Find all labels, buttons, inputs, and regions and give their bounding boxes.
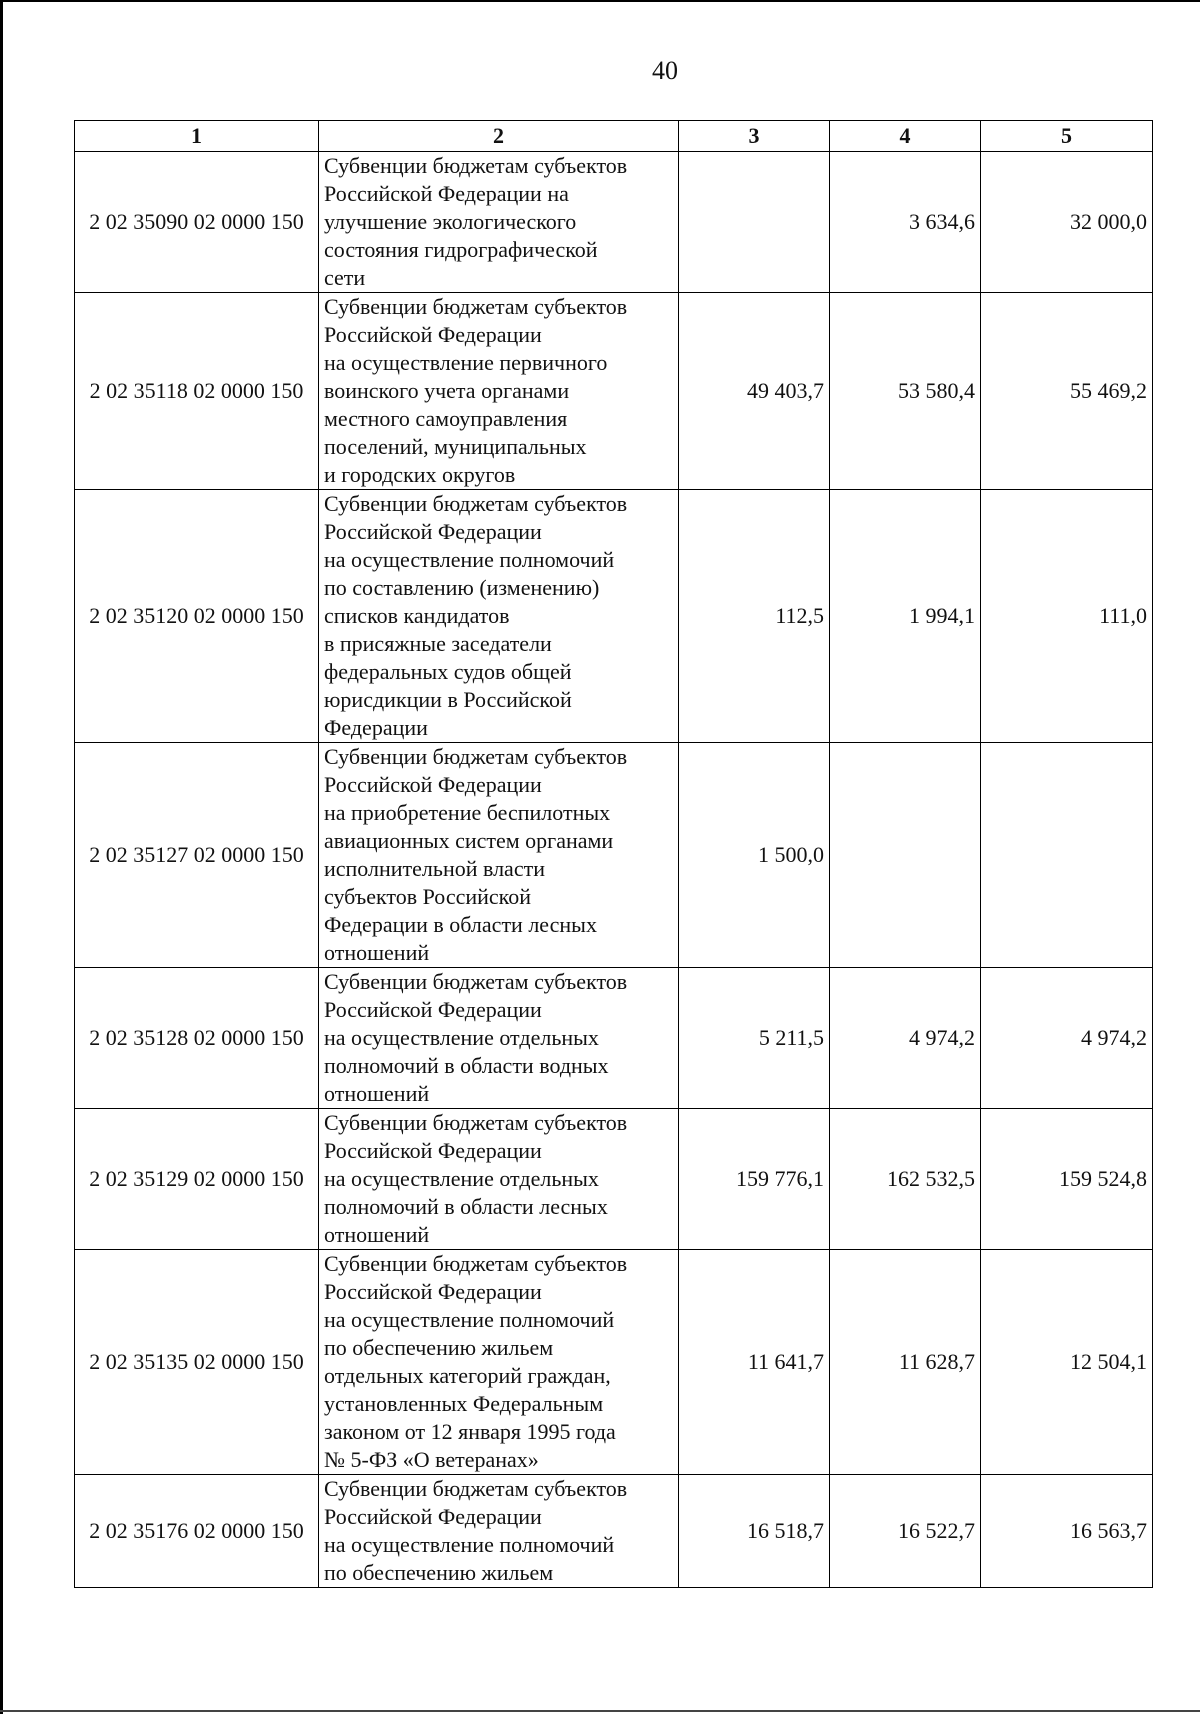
amount-col3-cell: 159 776,1: [679, 1109, 830, 1250]
description-line: по обеспечению жильем: [324, 1335, 554, 1360]
amount-col4-cell: 53 580,4: [830, 293, 981, 490]
description-cell: [319, 152, 679, 293]
description-line: отдельных категорий граждан,: [324, 1363, 611, 1388]
description-line: на осуществление отдельных: [324, 1166, 599, 1191]
description-line: Субвенции бюджетам субъектов: [324, 153, 628, 178]
amount-col3-cell: [679, 152, 830, 293]
description-cell: [319, 490, 679, 743]
description-line: федеральных судов общей: [324, 659, 572, 684]
amount-col3-cell: 5 211,5: [679, 968, 830, 1109]
amount-col5-cell: 32 000,0: [981, 152, 1153, 293]
budget-code-cell: 2 02 35135 02 0000 150: [75, 1250, 319, 1475]
description-line: Российской Федерации: [324, 1504, 542, 1529]
table-row: [75, 490, 1153, 743]
description-line: авиационных систем органами: [324, 828, 614, 853]
description-cell: [319, 743, 679, 968]
amount-col5-cell: 159 524,8: [981, 1109, 1153, 1250]
amount-col5-cell: [981, 743, 1153, 968]
description-line: Российской Федерации: [324, 1138, 542, 1163]
description-line: улучшение экологического: [324, 209, 577, 234]
amount-col3-cell: 1 500,0: [679, 743, 830, 968]
column-header-4: 4: [830, 121, 981, 152]
description-line: списков кандидатов: [324, 603, 510, 628]
amount-col5-cell: 111,0: [981, 490, 1153, 743]
description-cell: [319, 1250, 679, 1475]
description-line: в присяжные заседатели: [324, 631, 552, 656]
amount-col3-cell: 11 641,7: [679, 1250, 830, 1475]
amount-col5-cell: 16 563,7: [981, 1475, 1153, 1588]
scan-edge-top: [0, 0, 1200, 2]
description-line: Субвенции бюджетам субъектов: [324, 1251, 628, 1276]
amount-col3-cell: 16 518,7: [679, 1475, 830, 1588]
description-line: Субвенции бюджетам субъектов: [324, 491, 628, 516]
description-line: Российской Федерации: [324, 997, 542, 1022]
table-row: [75, 1475, 1153, 1588]
budget-code-cell: 2 02 35090 02 0000 150: [75, 152, 319, 293]
budget-code-cell: 2 02 35120 02 0000 150: [75, 490, 319, 743]
description-line: полномочий в области лесных: [324, 1194, 608, 1219]
table-body: [75, 152, 1153, 1588]
amount-col4-cell: 3 634,6: [830, 152, 981, 293]
description-line: состояния гидрографической: [324, 237, 598, 262]
description-line: установленных Федеральным: [324, 1391, 604, 1416]
description-line: местного самоуправления: [324, 406, 568, 431]
budget-code-cell: 2 02 35127 02 0000 150: [75, 743, 319, 968]
table-row: [75, 152, 1153, 293]
description-line: Российской Федерации: [324, 322, 542, 347]
description-cell: [319, 293, 679, 490]
budget-code-cell: 2 02 35128 02 0000 150: [75, 968, 319, 1109]
description-line: юрисдикции в Российской: [324, 687, 572, 712]
amount-col4-cell: 4 974,2: [830, 968, 981, 1109]
amount-col4-cell: 16 522,7: [830, 1475, 981, 1588]
amount-col3-cell: 49 403,7: [679, 293, 830, 490]
description-line: сети: [324, 265, 366, 290]
description-line: по обеспечению жильем: [324, 1560, 554, 1585]
description-line: Федерации: [324, 715, 428, 740]
table-row: [75, 968, 1153, 1109]
description-line: Субвенции бюджетам субъектов: [324, 969, 628, 994]
description-line: на осуществление отдельных: [324, 1025, 599, 1050]
description-line: Субвенции бюджетам субъектов: [324, 1476, 628, 1501]
budget-table: [74, 120, 1153, 1588]
description-line: по составлению (изменению): [324, 575, 600, 600]
amount-col4-cell: 1 994,1: [830, 490, 981, 743]
description-line: на осуществление полномочий: [324, 547, 615, 572]
description-line: отношений: [324, 940, 430, 965]
description-cell: [319, 968, 679, 1109]
description-line: законом от 12 января 1995 года: [324, 1419, 616, 1444]
description-line: исполнительной власти: [324, 856, 545, 881]
column-header-3: 3: [679, 121, 830, 152]
description-line: Российской Федерации: [324, 1279, 542, 1304]
table-row: [75, 1250, 1153, 1475]
description-line: Субвенции бюджетам субъектов: [324, 1110, 628, 1135]
description-cell: [319, 1109, 679, 1250]
description-line: Субвенции бюджетам субъектов: [324, 294, 628, 319]
amount-col5-cell: 4 974,2: [981, 968, 1153, 1109]
description-line: воинского учета органами: [324, 378, 570, 403]
budget-code-cell: 2 02 35118 02 0000 150: [75, 293, 319, 490]
description-line: Российской Федерации: [324, 519, 542, 544]
description-line: на осуществление первичного: [324, 350, 608, 375]
description-line: на осуществление полномочий: [324, 1532, 615, 1557]
amount-col4-cell: 11 628,7: [830, 1250, 981, 1475]
table-row: [75, 1109, 1153, 1250]
description-line: на осуществление полномочий: [324, 1307, 615, 1332]
budget-code-cell: 2 02 35176 02 0000 150: [75, 1475, 319, 1588]
column-header-5: 5: [981, 121, 1153, 152]
description-line: отношений: [324, 1081, 430, 1106]
description-line: № 5-ФЗ «О ветеранах»: [324, 1447, 539, 1472]
amount-col3-cell: 112,5: [679, 490, 830, 743]
column-header-1: 1: [75, 121, 319, 152]
description-line: Российской Федерации на: [324, 181, 569, 206]
description-cell: [319, 1475, 679, 1588]
scan-edge-left: [0, 0, 3, 1714]
description-line: Российской Федерации: [324, 772, 542, 797]
description-line: на приобретение беспилотных: [324, 800, 611, 825]
table-row: [75, 293, 1153, 490]
table-header-row: [75, 121, 1153, 152]
amount-col4-cell: 162 532,5: [830, 1109, 981, 1250]
amount-col5-cell: 12 504,1: [981, 1250, 1153, 1475]
amount-col4-cell: [830, 743, 981, 968]
page-number: 40: [652, 56, 678, 85]
budget-code-cell: 2 02 35129 02 0000 150: [75, 1109, 319, 1250]
table-row: [75, 743, 1153, 968]
description-line: субъектов Российской: [324, 884, 532, 909]
scan-edge-bottom: [0, 1710, 1200, 1712]
description-line: Субвенции бюджетам субъектов: [324, 744, 628, 769]
amount-col5-cell: 55 469,2: [981, 293, 1153, 490]
column-header-2: 2: [319, 121, 679, 152]
description-line: Федерации в области лесных: [324, 912, 597, 937]
description-line: полномочий в области водных: [324, 1053, 609, 1078]
description-line: отношений: [324, 1222, 430, 1247]
description-line: поселений, муниципальных: [324, 434, 587, 459]
description-line: и городских округов: [324, 462, 516, 487]
